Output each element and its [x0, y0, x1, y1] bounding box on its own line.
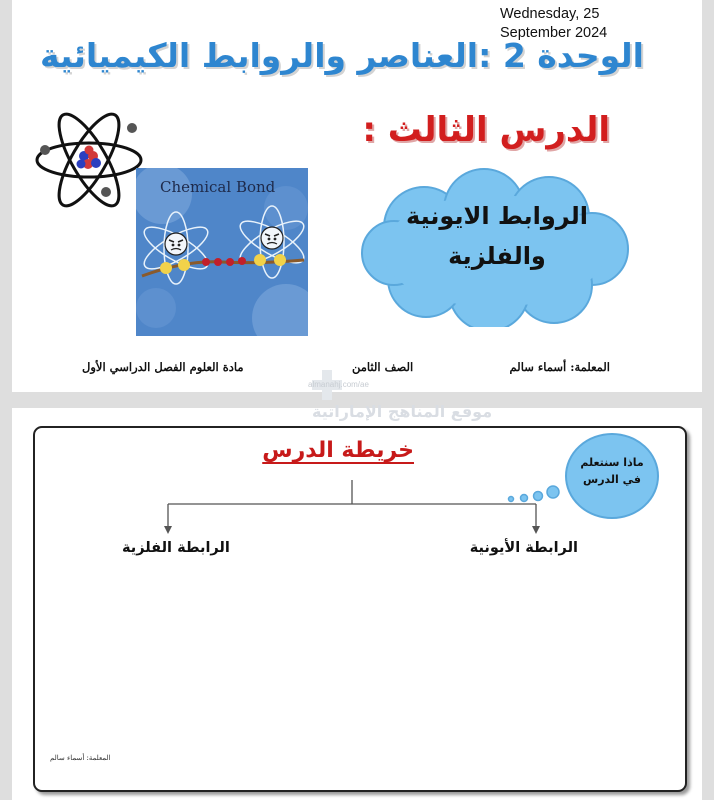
unit-title: الوحدة 2 :العناصر والروابط الكيميائية: [40, 36, 644, 75]
thought-bubble-text: ماذا سنتعلم في الدرس: [580, 456, 644, 486]
cloud-text: الروابط الايونية والفلزية: [406, 202, 588, 270]
subject-label: مادة العلوم الفصل الدراسي الأول: [82, 360, 244, 374]
branch-ionic-bond: الرابطة الأيونية: [469, 540, 578, 556]
slide-2: [12, 402, 702, 800]
watermark-url: almanahj.com/ae: [308, 380, 369, 389]
watermark-site-name: موقع المناهج الإماراتية: [312, 402, 493, 421]
slide2-teacher-label: المعلمة: أسماء سالم: [50, 754, 111, 762]
slide-1: [12, 0, 702, 392]
grade-label: الصف الثامن: [352, 360, 414, 374]
lesson-map-title: خريطة الدرس: [262, 438, 414, 463]
teacher-label: المعلمة: أسماء سالم: [509, 360, 610, 374]
chemical-bond-image: [136, 168, 308, 336]
thought-dot-4: [509, 497, 514, 502]
branch-metallic-bond: الرابطة الفلزية: [122, 540, 230, 556]
thought-dot-2: [534, 492, 543, 501]
thought-dot-3: [521, 495, 528, 502]
image-caption: Chemical Bond: [160, 178, 276, 196]
date-label: Wednesday, 25 September 2024: [500, 6, 608, 41]
lesson-title: الدرس الثالث :: [362, 110, 610, 150]
thought-dot-1: [547, 486, 559, 498]
atom-icon: [34, 100, 144, 220]
